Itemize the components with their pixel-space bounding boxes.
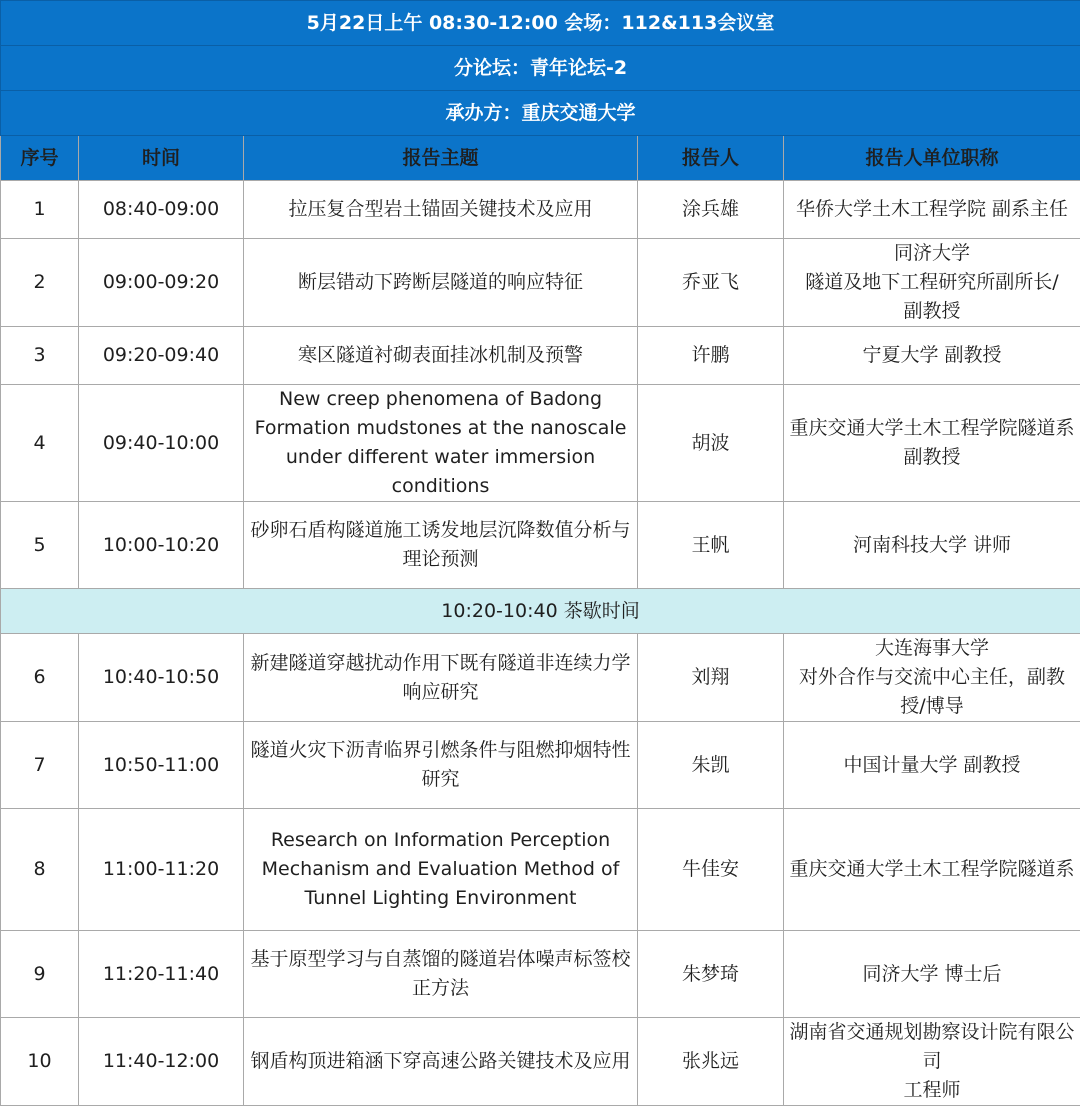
row-time: 10:50-11:00 xyxy=(79,722,244,809)
row-speaker: 许鹏 xyxy=(638,327,784,385)
row-affiliation: 同济大学 隧道及地下工程研究所副所长/ 副教授 xyxy=(784,239,1080,327)
row-time: 10:00-10:20 xyxy=(79,502,244,589)
row-topic: 断层错动下跨断层隧道的响应特征 xyxy=(244,239,638,327)
row-speaker: 王帆 xyxy=(638,502,784,589)
col-header-speaker: 报告人 xyxy=(638,136,784,181)
tea-break-text: 10:20-10:40 茶歇时间 xyxy=(1,589,1080,634)
row-time: 08:40-09:00 xyxy=(79,181,244,239)
row-affiliation: 重庆交通大学土木工程学院隧道系 xyxy=(784,809,1080,931)
table-header-row xyxy=(1,136,1080,181)
row-topic: 拉压复合型岩土锚固关键技术及应用 xyxy=(244,181,638,239)
col-header-topic: 报告主题 xyxy=(244,136,638,181)
session-time-banner xyxy=(1,1,1080,46)
row-speaker: 朱梦琦 xyxy=(638,931,784,1018)
row-speaker: 朱凯 xyxy=(638,722,784,809)
col-header-no: 序号 xyxy=(1,136,79,181)
organizer-banner xyxy=(1,91,1080,136)
row-affiliation: 宁夏大学 副教授 xyxy=(784,327,1080,385)
row-affiliation: 河南科技大学 讲师 xyxy=(784,502,1080,589)
row-affiliation: 中国计量大学 副教授 xyxy=(784,722,1080,809)
row-time: 09:00-09:20 xyxy=(79,239,244,327)
row-time: 09:20-09:40 xyxy=(79,327,244,385)
row-topic: Research on Information Perception Mechanism and Evaluation Method of Tunnel Lighting Environment xyxy=(244,809,638,931)
row-no: 3 xyxy=(1,327,79,385)
row-speaker: 涂兵雄 xyxy=(638,181,784,239)
row-speaker: 张兆远 xyxy=(638,1018,784,1106)
row-topic: 钢盾构顶进箱涵下穿高速公路关键技术及应用 xyxy=(244,1018,638,1106)
table-row xyxy=(1,809,1080,931)
row-topic: 新建隧道穿越扰动作用下既有隧道非连续力学响应研究 xyxy=(244,634,638,722)
table-row xyxy=(1,634,1080,722)
row-no: 6 xyxy=(1,634,79,722)
table-row xyxy=(1,722,1080,809)
table-row xyxy=(1,1018,1080,1106)
row-no: 10 xyxy=(1,1018,79,1106)
row-no: 5 xyxy=(1,502,79,589)
row-no: 8 xyxy=(1,809,79,931)
row-time: 11:20-11:40 xyxy=(79,931,244,1018)
forum-banner xyxy=(1,46,1080,91)
table-row xyxy=(1,502,1080,589)
row-no: 4 xyxy=(1,385,79,502)
table-row xyxy=(1,239,1080,327)
forum-name: 分论坛：青年论坛-2 xyxy=(1,46,1080,91)
row-time: 09:40-10:00 xyxy=(79,385,244,502)
table-row xyxy=(1,385,1080,502)
row-speaker: 胡波 xyxy=(638,385,784,502)
table-row xyxy=(1,931,1080,1018)
table-row xyxy=(1,181,1080,239)
row-topic: 寒区隧道衬砌表面挂冰机制及预警 xyxy=(244,327,638,385)
organizer-name: 承办方：重庆交通大学 xyxy=(1,91,1080,136)
row-time: 10:40-10:50 xyxy=(79,634,244,722)
row-speaker: 刘翔 xyxy=(638,634,784,722)
row-speaker: 牛佳安 xyxy=(638,809,784,931)
row-no: 2 xyxy=(1,239,79,327)
row-topic: 砂卵石盾构隧道施工诱发地层沉降数值分析与理论预测 xyxy=(244,502,638,589)
row-time: 11:40-12:00 xyxy=(79,1018,244,1106)
row-topic: 隧道火灾下沥青临界引燃条件与阻燃抑烟特性研究 xyxy=(244,722,638,809)
col-header-time: 时间 xyxy=(79,136,244,181)
row-time: 11:00-11:20 xyxy=(79,809,244,931)
row-no: 7 xyxy=(1,722,79,809)
row-affiliation: 湖南省交通规划勘察设计院有限公司 工程师 xyxy=(784,1018,1080,1106)
row-topic: New creep phenomena of Badong Formation mudstones at the nanoscale under different water immersion conditions xyxy=(244,385,638,502)
row-affiliation: 大连海事大学 对外合作与交流中心主任，副教授/博导 xyxy=(784,634,1080,722)
table-row xyxy=(1,327,1080,385)
row-topic: 基于原型学习与自蒸馏的隧道岩体噪声标签校正方法 xyxy=(244,931,638,1018)
row-no: 9 xyxy=(1,931,79,1018)
row-speaker: 乔亚飞 xyxy=(638,239,784,327)
session-time-venue: 5月22日上午 08:30-12:00 会场：112&113会议室 xyxy=(1,1,1080,46)
row-affiliation: 重庆交通大学土木工程学院隧道系 副教授 xyxy=(784,385,1080,502)
row-affiliation: 华侨大学土木工程学院 副系主任 xyxy=(784,181,1080,239)
row-no: 1 xyxy=(1,181,79,239)
col-header-affiliation: 报告人单位职称 xyxy=(784,136,1080,181)
tea-break-row xyxy=(1,589,1080,634)
row-affiliation: 同济大学 博士后 xyxy=(784,931,1080,1018)
